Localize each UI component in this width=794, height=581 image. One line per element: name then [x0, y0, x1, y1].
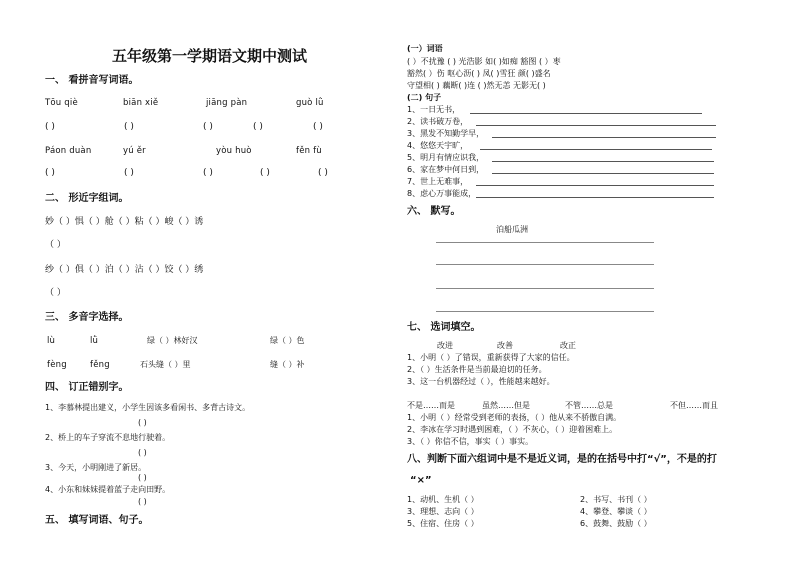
sentence-item: 2、读书破万卷，	[407, 117, 469, 126]
pinyin-6: yú ěr	[123, 146, 146, 156]
conjunction-option: 不是……而是	[407, 401, 455, 410]
idiom-line[interactable]: ( ）不扰豫 ( ) 光浩影 如( )如痴 豁图 ( ）枣	[407, 57, 561, 66]
section-6-heading: 六、 默写。	[407, 206, 461, 217]
sentence-item: 5、明月有情应识我，	[407, 153, 485, 162]
judge-item[interactable]: 2、书写、书刊（ ）	[580, 495, 652, 504]
answer-line[interactable]	[436, 242, 654, 243]
sentence-item: 7、世上无难事，	[407, 177, 469, 186]
section-3-heading: 三、 多音字选择。	[45, 312, 129, 323]
fill-blank-item[interactable]: 3、这一台机器经过（ ），性能越来越好。	[407, 377, 555, 386]
conjunction-option: 虽然……但是	[482, 401, 530, 410]
answer-box[interactable]: ( )	[124, 122, 134, 132]
answer-line[interactable]	[436, 311, 654, 312]
correction-item: 4、小东和妹妹提着蓝子走向田野。	[45, 485, 171, 494]
answer-box[interactable]: ( )	[138, 473, 147, 482]
sentence-item: 6、家在梦中何日到，	[407, 165, 485, 174]
polyphone-item[interactable]: 石头缝（ ）里	[140, 360, 191, 369]
fill-blank-item[interactable]: 1、小明（ ）了错误，重新获得了大家的信任。	[407, 353, 575, 362]
pinyin-option: lǜ	[90, 336, 99, 346]
correction-item: 1、李慕林提出建义，小学生因该多看闲书、多背古诗文。	[45, 403, 251, 412]
judge-item[interactable]: 4、攀登、攀谈（ ）	[580, 507, 652, 516]
answer-line[interactable]	[480, 149, 712, 150]
similar-char-row[interactable]: 妙（ ）惧（ ）舱（ ）粘（ ）峻（ ）诱	[45, 217, 204, 227]
page-title: 五年级第一学期语文期中测试	[112, 47, 308, 65]
answer-line[interactable]	[492, 161, 714, 162]
poem-title: 泊船瓜洲	[496, 225, 528, 234]
answer-box[interactable]: ( )	[253, 122, 263, 132]
subsection-sentences: (二) 句子	[407, 93, 442, 102]
section-8-heading: 八、判断下面六组词中是不是近义词，是的在括号中打“√”，不是的打	[407, 454, 717, 465]
pinyin-4: guò lǜ	[296, 98, 324, 108]
conjunction-option: 不但……而且	[670, 401, 718, 410]
fill-blank-item[interactable]: 2、李冰在学习时遇到困难，（ ）不灰心，（ ）迎着困难上。	[407, 425, 618, 434]
judge-item[interactable]: 6、鼓舞、鼓励（ ）	[580, 519, 652, 528]
section-5-heading: 五、 填写词语、句子。	[45, 515, 149, 526]
answer-box[interactable]: ( )	[124, 168, 134, 178]
answer-line[interactable]	[436, 264, 654, 265]
answer-box[interactable]: ( )	[318, 168, 328, 178]
sentence-item: 4、悠悠天宇旷，	[407, 141, 469, 150]
word-option: 改善	[497, 341, 513, 350]
fill-blank-item[interactable]: 1、小明（ ）经常受到老师的表扬，（ ）他从来不骄傲自满。	[407, 413, 622, 422]
answer-box[interactable]: ( )	[313, 122, 323, 132]
answer-box[interactable]: ( )	[260, 168, 270, 178]
pinyin-7: yòu huò	[216, 146, 252, 156]
pinyin-option: fèng	[47, 360, 67, 370]
sentence-item: 1、一日无书，	[407, 105, 461, 114]
answer-box[interactable]: ( )	[138, 418, 147, 427]
similar-char-row[interactable]: 纱（ ）俱（ ）泊（ ）沾（ ）饺（ ）绣	[45, 265, 204, 275]
answer-box[interactable]: （ ）	[45, 240, 66, 250]
answer-line[interactable]	[492, 173, 714, 174]
word-option: 改正	[560, 341, 576, 350]
correction-item: 3、今天，小明刚进了新居。	[45, 463, 147, 472]
answer-box[interactable]: （ ）	[45, 288, 66, 298]
correction-item: 2、桥上的车子穿流不息地行驶着。	[45, 433, 171, 442]
sentence-item: 3、黑发不知勤学早，	[407, 129, 485, 138]
section-8-heading-cont: “×”	[410, 475, 432, 486]
answer-box[interactable]: ( )	[138, 448, 147, 457]
pinyin-option: fěng	[90, 360, 110, 370]
subsection-words: (一）词语	[407, 44, 443, 53]
section-7-heading: 七、 选词填空。	[407, 322, 481, 333]
judge-item[interactable]: 3、理想、志向（ ）	[407, 507, 479, 516]
answer-box[interactable]: ( )	[138, 497, 147, 506]
answer-line[interactable]	[476, 185, 714, 186]
section-1-heading: 一、 看拼音写词语。	[45, 75, 139, 86]
fill-blank-item[interactable]: 3、（ ）你信不信，事实（ ）事实。	[407, 437, 534, 446]
pinyin-option: lù	[47, 336, 56, 346]
answer-box[interactable]: ( )	[203, 122, 213, 132]
sentence-item: 8、虑心万事能成，	[407, 189, 477, 198]
idiom-line[interactable]: 豁然( ）伤 呕心沥( ) 凤( )雪狂 颜( )盛名	[407, 69, 551, 78]
section-4-heading: 四、 订正错别字。	[45, 382, 129, 393]
answer-box[interactable]: ( )	[203, 168, 213, 178]
fill-blank-item[interactable]: 2、（ ）生活条件是当前最迫切的任务。	[407, 365, 547, 374]
answer-line[interactable]	[476, 125, 716, 126]
polyphone-item[interactable]: 缝（ ）补	[270, 360, 305, 369]
section-2-heading: 二、 形近字组词。	[45, 193, 129, 204]
conjunction-option: 不管……总是	[565, 401, 613, 410]
answer-line[interactable]	[436, 288, 654, 289]
answer-line[interactable]	[492, 137, 716, 138]
answer-line[interactable]	[476, 197, 714, 198]
pinyin-5: Páon duàn	[45, 146, 92, 156]
answer-line[interactable]	[470, 113, 702, 114]
judge-item[interactable]: 5、住宿、住房（ ）	[407, 519, 479, 528]
polyphone-item[interactable]: 绿（ ）林好汉	[147, 336, 198, 345]
judge-item[interactable]: 1、动机、生机（ ）	[407, 495, 479, 504]
pinyin-2: biān xiě	[123, 98, 159, 108]
answer-box[interactable]: ( )	[45, 122, 55, 132]
idiom-line[interactable]: 守望相( ) 藕断( )连 ( )然无恙 无影无( )	[407, 81, 546, 90]
pinyin-3: jiāng pàn	[206, 98, 248, 108]
answer-box[interactable]: ( )	[45, 168, 55, 178]
polyphone-item[interactable]: 绿（ ）色	[270, 336, 305, 345]
pinyin-1: Tōu qiè	[45, 98, 78, 108]
word-option: 改进	[437, 341, 453, 350]
pinyin-8: fěn fù	[296, 146, 322, 156]
